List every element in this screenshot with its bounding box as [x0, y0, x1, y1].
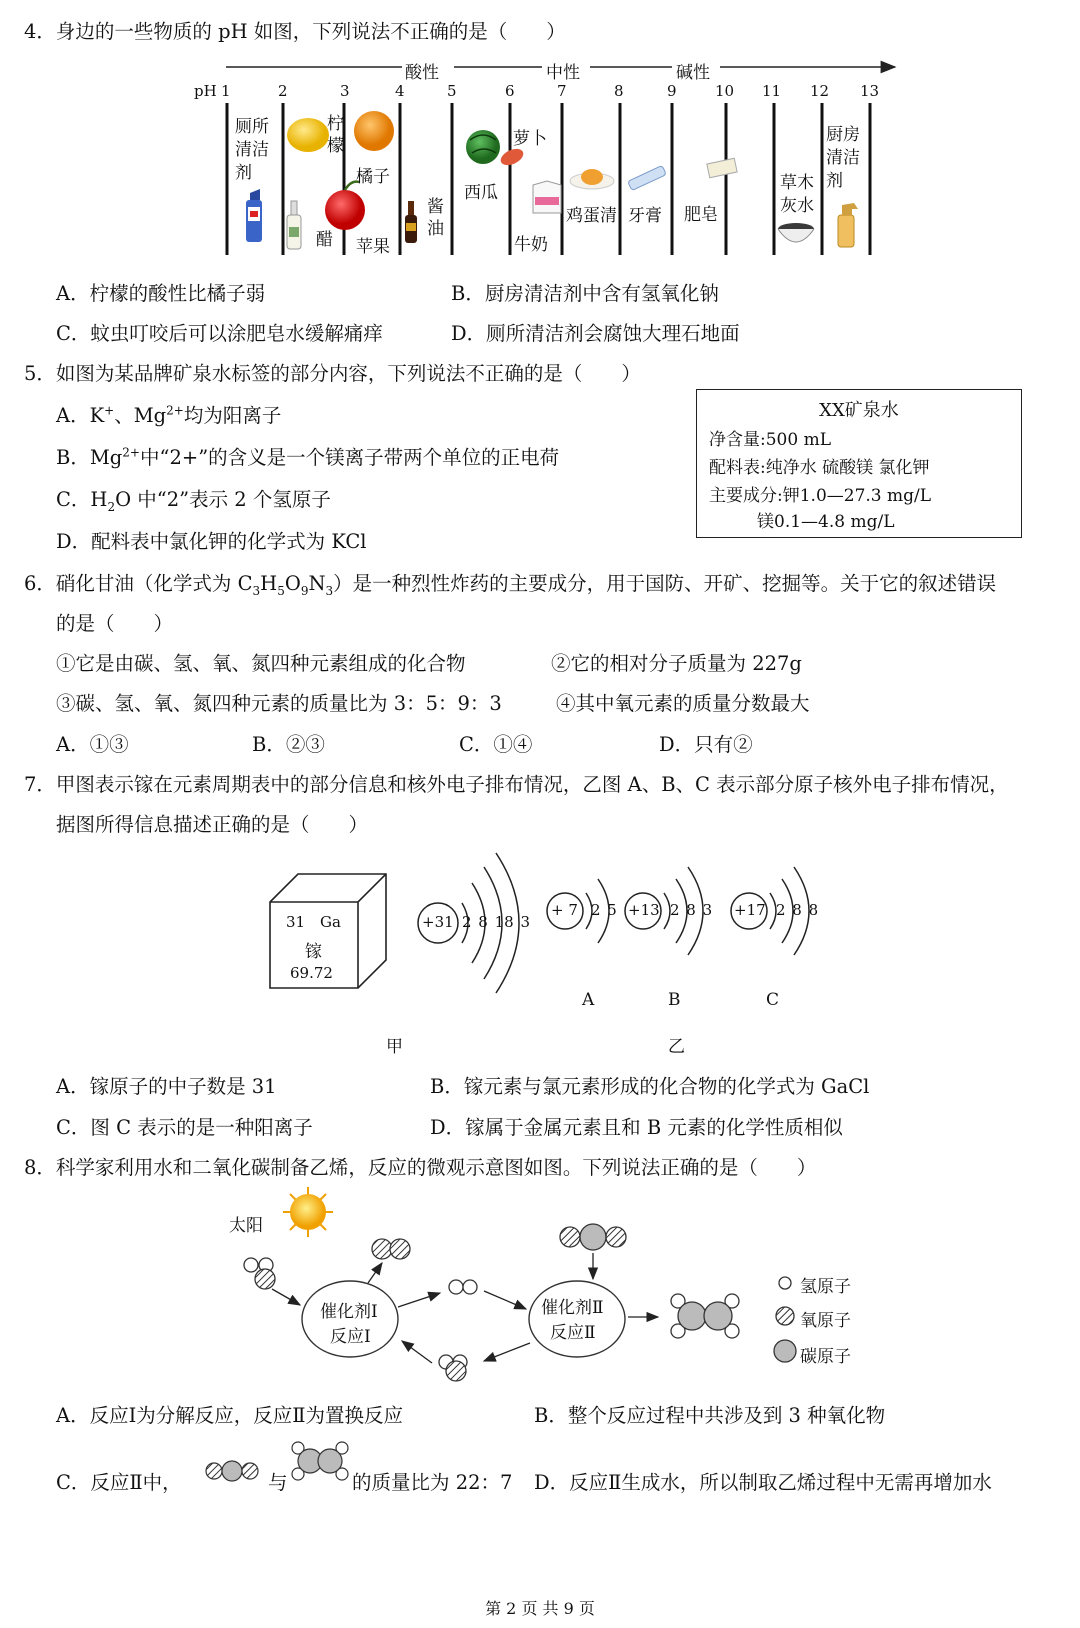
ph-tick: 11 [762, 82, 782, 100]
label-magnesium: 镁0.1—4.8 mg/L [757, 512, 895, 532]
ga-nucleus: +31 [422, 913, 454, 931]
q6-stem: 6．硝化甘油（化学式为 $C_3H_5O_9N_3$）是一种烈性炸药的主要成分，用于国防、开矿、挖掘等。关于它的叙述错误 [24, 572, 997, 598]
q5-option-d: D．配料表中氯化钾的化学式为 KCl [56, 530, 367, 553]
atom-c-label: C [766, 990, 780, 1010]
co2-molecule-icon [203, 1458, 263, 1484]
ph-tick: 2 [278, 82, 288, 100]
radish-label: 萝卜 [513, 129, 547, 149]
ph-tick: 8 [614, 82, 624, 100]
watermelon-label: 西瓜 [464, 183, 498, 203]
q4-stem: 4．身边的一些物质的 pH 如图，下列说法不正确的是（ ） [24, 20, 566, 43]
plant-ash-water-icon [778, 223, 814, 242]
apple-icon [325, 182, 365, 230]
reaction-2-label: 反应Ⅱ [550, 1323, 596, 1343]
q8-option-c-suffix: 的质量比为 22：7 [352, 1471, 513, 1494]
figure-jia-label: 甲 [386, 1037, 403, 1057]
q6-option-c: C．①④ [459, 733, 533, 756]
ph-acid-label: 酸性 [405, 63, 439, 83]
reaction-1-label: 反应Ⅰ [330, 1327, 371, 1347]
reaction-diagram [220, 1185, 880, 1390]
q8-option-a: A．反应Ⅰ为分解反应，反应Ⅱ为置换反应 [56, 1404, 404, 1427]
q4-option-d: D．厕所清洁剂会腐蚀大理石地面 [451, 322, 740, 345]
atom-b-nucleus: +13 [628, 901, 660, 919]
carbon-atom-icon [774, 1340, 796, 1362]
q6-option-d: D．只有② [659, 733, 753, 756]
ph-tick: 10 [715, 82, 735, 100]
q4-option-a: A．柠檬的酸性比橘子弱 [56, 282, 266, 305]
orange-icon [354, 111, 394, 151]
vinegar-bottle-icon [287, 201, 301, 249]
toilet-cleaner-bottle-icon [246, 189, 262, 242]
radish-icon [498, 146, 526, 169]
plant-ash-label: 草木灰水 [780, 173, 814, 216]
q5-option-b: B．$Mg^{2+}$中“2+”的含义是一个镁离子带两个单位的正电荷 [56, 445, 560, 469]
ph-tick: 3 [340, 82, 350, 100]
egg-white-label: 鸡蛋清 [566, 206, 617, 226]
ga-name: 镓 [305, 942, 322, 962]
q8-option-d: D．反应Ⅱ生成水，所以制取乙烯过程中无需再增加水 [534, 1471, 992, 1494]
ph-scale-figure [190, 55, 910, 265]
q6-option-a: A．①③ [56, 733, 129, 756]
q7-option-b: B．镓元素与氯元素形成的化合物的化学式为 GaCl [430, 1075, 870, 1098]
label-potassium: 主要成分:钾1.0—27.3 mg/L [709, 486, 932, 506]
toilet-cleaner-label: 厕所清洁剂 [235, 117, 269, 183]
q8-option-c-and: 与 [268, 1471, 288, 1494]
sun-label: 太阳 [229, 1216, 263, 1236]
soap-label: 肥皂 [684, 205, 718, 225]
figure-yi-label: 乙 [668, 1037, 685, 1057]
q5-option-c: C．$H_2O$ 中“2”表示 2 个氢原子 [56, 488, 331, 514]
milk-label: 牛奶 [514, 235, 548, 255]
ga-atomic-mass: 69.72 [290, 964, 333, 982]
catalyst-1-label: 催化剂Ⅰ [320, 1302, 378, 1322]
ph-base-label: 碱性 [676, 63, 710, 83]
egg-white-icon [570, 169, 614, 189]
atom-a-nucleus: + 7 [551, 901, 578, 919]
q7-option-c: C．图 C 表示的是一种阳离子 [56, 1116, 313, 1139]
q6-statement-2: ②它的相对分子质量为 227g [551, 652, 802, 675]
q5-option-a: A．K+、$Mg^{2+}$均为阳离子 [56, 403, 282, 427]
q6-stem-cont: 的是（ ） [56, 612, 174, 635]
atom-b-label: B [668, 990, 681, 1010]
atom-a-shells: 2 5 [591, 901, 617, 919]
vinegar-label: 醋 [316, 230, 333, 250]
soap-icon [707, 158, 737, 178]
ph-axis-label: pH [194, 82, 217, 100]
hydrogen-atom-icon [779, 1277, 791, 1289]
q5-stem: 5．如图为某品牌矿泉水标签的部分内容，下列说法不正确的是（ ） [24, 362, 641, 385]
apple-label: 苹果 [356, 237, 390, 257]
q8-option-b: B．整个反应过程中共涉及到 3 种氧化物 [534, 1404, 886, 1427]
ph-tick: 13 [860, 82, 880, 100]
ph-tick: 4 [395, 82, 405, 100]
q7-stem: 7．甲图表示镓在元素周期表中的部分信息和核外电子排布情况，乙图 A、B、C 表示部分原子核外电子排布情况， [24, 773, 1009, 796]
label-ingredients: 配料表:纯净水 硫酸镁 氯化钾 [709, 458, 930, 478]
catalyst-2-label: 催化剂Ⅱ [541, 1298, 604, 1318]
toothpaste-icon [628, 165, 667, 190]
atom-c-shells: 2 8 8 [776, 901, 819, 919]
watermelon-icon [466, 130, 500, 164]
kitchen-cleaner-bottle-icon [838, 203, 858, 247]
q8-stem: 8．科学家利用水和二氧化碳制备乙烯，反应的微观示意图如图。下列说法正确的是（ ） [24, 1156, 817, 1179]
ga-atomic-number: 31 [286, 913, 306, 931]
sun-icon [283, 1187, 333, 1237]
ph-tick: 1 [221, 82, 231, 100]
mineral-water-label [696, 389, 1022, 538]
ph-tick: 6 [505, 82, 515, 100]
q6-statement-4: ④其中氧元素的质量分数最大 [556, 692, 810, 715]
atom-b-shells: 2 8 3 [670, 901, 713, 919]
ph-tick: 9 [667, 82, 677, 100]
ga-shells: 2 8 18 3 [462, 913, 531, 931]
ga-symbol: Ga [320, 913, 341, 931]
q6-option-b: B．②③ [252, 733, 325, 756]
q7-option-d: D．镓属于金属元素且和 B 元素的化学性质相似 [430, 1116, 843, 1139]
ph-neutral-label: 中性 [546, 63, 580, 83]
ph-tick: 5 [447, 82, 457, 100]
atom-c-nucleus: +17 [734, 901, 766, 919]
label-title: XX矿泉水 [819, 400, 899, 421]
ph-tick: 7 [557, 82, 567, 100]
atom-a-label: A [582, 990, 595, 1010]
milk-carton-icon [533, 181, 561, 213]
q8-option-c-prefix: C．反应Ⅱ中， [56, 1471, 182, 1494]
ph-tick: 12 [810, 82, 830, 100]
kitchen-cleaner-label: 厨房清洁剂 [826, 125, 860, 191]
page-footer: 第 2 页 共 9 页 [485, 1599, 595, 1618]
toothpaste-label: 牙膏 [628, 206, 662, 226]
ethylene-molecule-icon [290, 1440, 350, 1484]
orange-label: 橘子 [356, 167, 390, 187]
q6-statement-1: ①它是由碳、氢、氧、氮四种元素组成的化合物 [56, 652, 466, 675]
oxygen-atom-icon [776, 1307, 794, 1325]
q6-statement-3: ③碳、氢、氧、氮四种元素的质量比为 3：5：9：3 [56, 692, 502, 715]
legend-hydrogen: 氢原子 [800, 1277, 851, 1297]
q4-option-b: B．厨房清洁剂中含有氢氧化钠 [451, 282, 719, 305]
q4-option-c: C．蚊虫叮咬后可以涂肥皂水缓解痛痒 [56, 322, 383, 345]
q7-stem-cont: 据图所得信息描述正确的是（ ） [56, 813, 369, 836]
legend-carbon: 碳原子 [800, 1347, 851, 1367]
q7-option-a: A．镓原子的中子数是 31 [56, 1075, 277, 1098]
label-net-content: 净含量:500 mL [709, 430, 831, 450]
soy-sauce-label: 酱油 [427, 197, 444, 239]
lemon-label: 柠檬 [327, 114, 344, 156]
legend-oxygen: 氧原子 [800, 1311, 851, 1331]
lemon-icon [287, 118, 329, 152]
soy-sauce-bottle-icon [405, 201, 417, 243]
